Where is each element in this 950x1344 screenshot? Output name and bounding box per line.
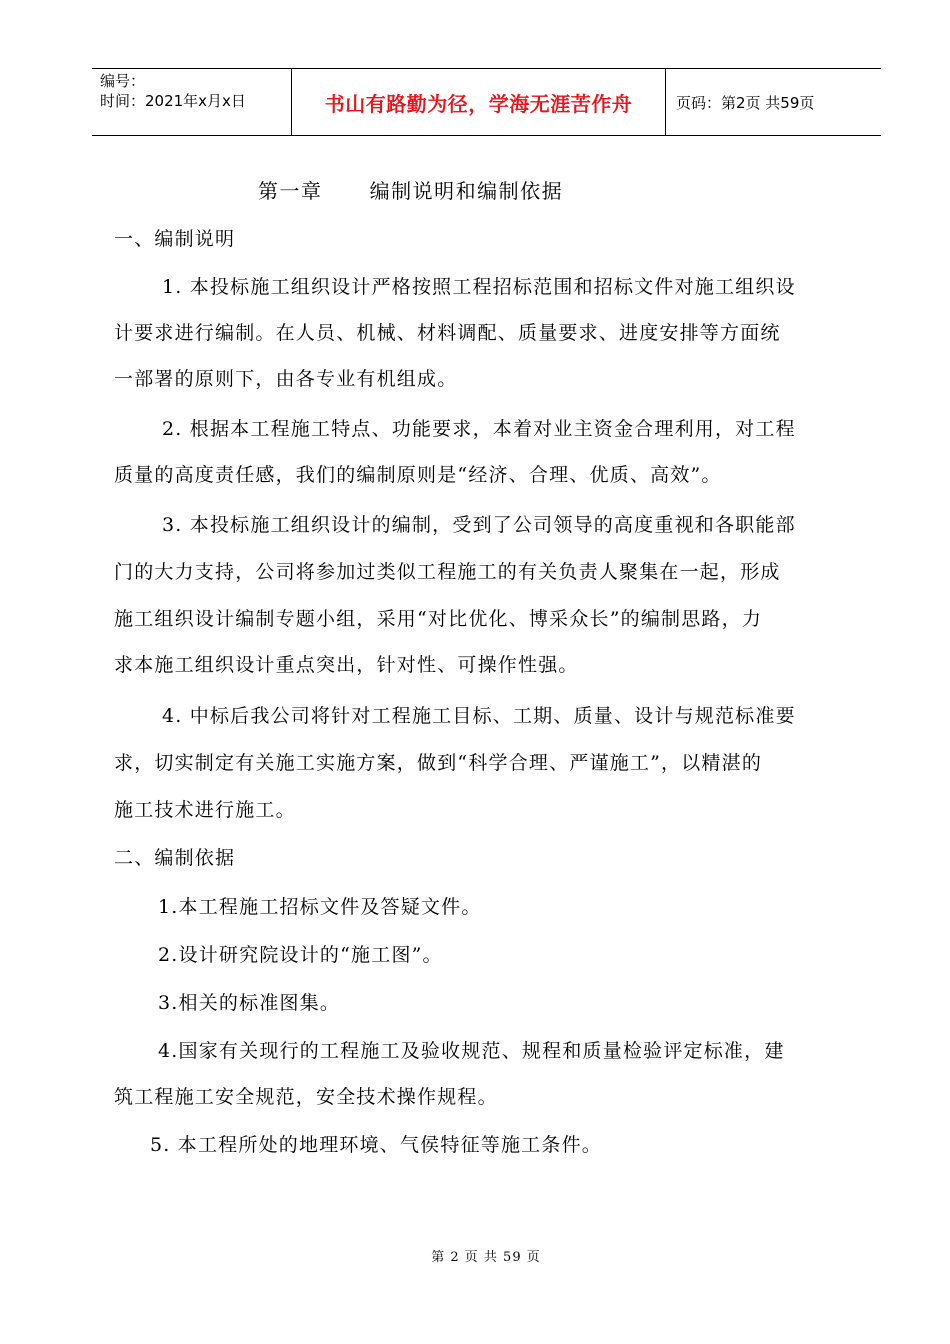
paragraph-line: 门的大力支持，公司将参加过类似工程施工的有关负责人聚集在一起，形成 — [114, 561, 781, 583]
list-item-continuation: 筑工程施工安全规范，安全技术操作规程。 — [114, 1086, 498, 1108]
list-item: 2.设计研究院设计的“施工图”。 — [158, 944, 443, 966]
paragraph-line: 计要求进行编制。在人员、机械、材料调配、质量要求、进度安排等方面统 — [114, 322, 781, 344]
page-footer: 第 2 页 共 59 页 — [431, 1250, 541, 1265]
document-number-label: 编号： — [100, 72, 146, 90]
list-item: 1.本工程施工招标文件及答疑文件。 — [158, 896, 482, 918]
paragraph-line: 求，切实制定有关施工实施方案，做到“科学合理、严谨施工”，以精湛的 — [114, 752, 763, 774]
section-title-basis: 二、编制依据 — [114, 847, 236, 869]
paragraph-line: 一部署的原则下，由各专业有机组成。 — [114, 368, 458, 390]
paragraph-line: 求本施工组织设计重点突出，针对性、可操作性强。 — [114, 654, 579, 676]
header-page-info: 页码：第2页 共59页 — [676, 93, 815, 112]
paragraph-line: 2. 根据本工程施工特点、功能要求，本着对业主资金合理利用，对工程 — [162, 418, 796, 440]
list-item: 4.国家有关现行的工程施工及验收规范、规程和质量检验评定标准，建 — [158, 1040, 785, 1062]
document-time: 时间：2021年x月x日 — [100, 92, 246, 110]
header-meta — [92, 69, 292, 135]
list-item: 3.相关的标准图集。 — [158, 992, 341, 1014]
page-header — [92, 68, 881, 136]
paragraph-line: 施工技术进行施工。 — [114, 799, 296, 821]
header-motto: 书山有路勤为径，学海无涯苦作舟 — [292, 69, 666, 135]
paragraph-line: 4. 中标后我公司将针对工程施工目标、工期、质量、设计与规范标准要 — [162, 705, 796, 727]
paragraph-line: 施工组织设计编制专题小组，采用“对比优化、博采众长”的编制思路，力 — [114, 608, 763, 630]
paragraph-line: 质量的高度责任感，我们的编制原则是“经济、合理、优质、高效”。 — [114, 464, 722, 486]
section-title-explanation: 一、编制说明 — [114, 228, 236, 250]
paragraph-line: 1. 本投标施工组织设计严格按照工程招标范围和招标文件对施工组织设 — [162, 276, 796, 298]
list-item: 5. 本工程所处的地理环境、气侯特征等施工条件。 — [150, 1134, 602, 1156]
chapter-title: 第一章 编制说明和编制依据 — [258, 179, 564, 203]
paragraph-line: 3. 本投标施工组织设计的编制，受到了公司领导的高度重视和各职能部 — [162, 514, 796, 536]
